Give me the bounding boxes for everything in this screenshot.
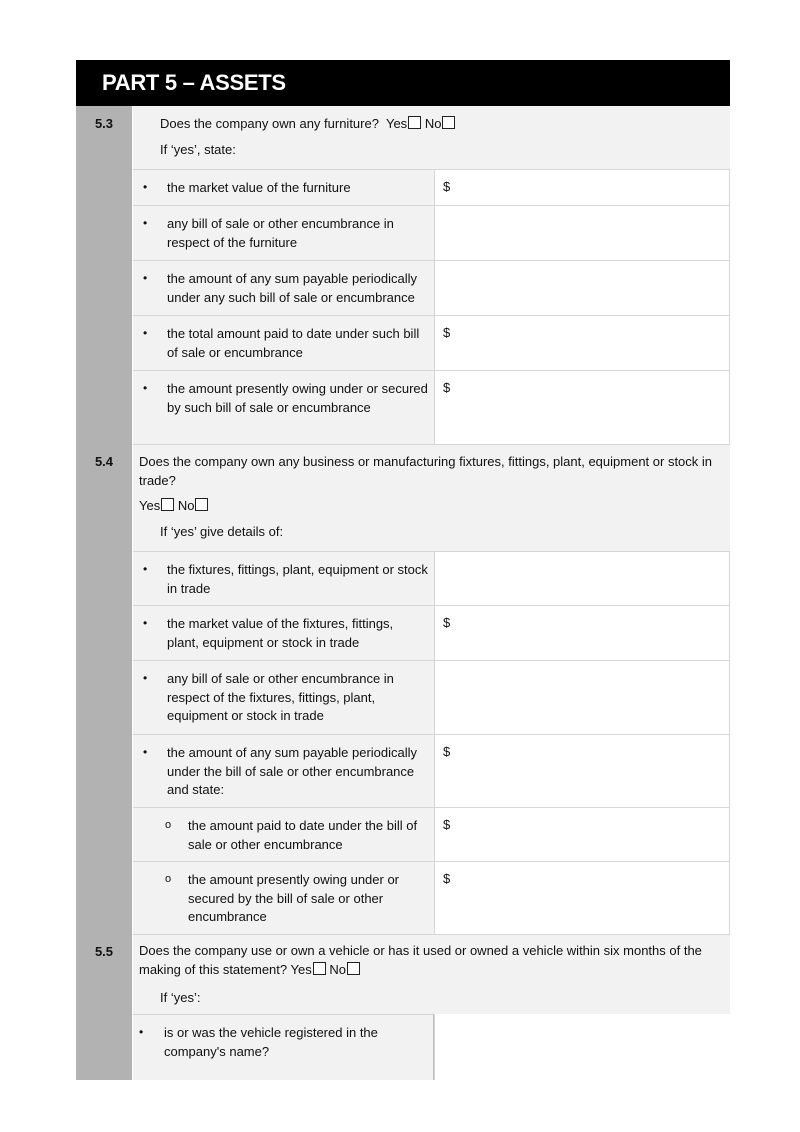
question-cell	[133, 106, 730, 169]
row-label: the amount of any sum payable periodically under any such bill of sale or encumbrance	[167, 271, 418, 305]
bullet-icon: •	[143, 671, 148, 685]
currency-prefix: $	[443, 744, 451, 759]
if-yes-instruction: If ‘yes’ give details of:	[160, 524, 284, 539]
bullet-icon: •	[143, 180, 148, 194]
bullet-icon: •	[143, 216, 148, 230]
yes-label: Yes	[290, 962, 312, 977]
currency-prefix: $	[443, 871, 451, 886]
question-cell	[133, 934, 730, 1014]
currency-prefix: $	[443, 380, 451, 395]
answer-field[interactable]	[434, 169, 730, 205]
table-row	[76, 1014, 730, 1080]
no-label: No	[424, 116, 442, 131]
currency-prefix: $	[443, 179, 451, 194]
no-checkbox[interactable]	[347, 962, 360, 975]
table-row	[76, 605, 730, 660]
answer-field[interactable]	[434, 551, 730, 605]
if-yes-instruction: If ‘yes’, state:	[160, 142, 236, 157]
table-subrow	[76, 807, 730, 861]
row-label: the fixtures, fittings, plant, equipment or stock in trade	[167, 562, 428, 596]
table-row	[76, 205, 730, 260]
row-label: any bill of sale or other encumbrance in respect of the fixtures, fittings, plant, equipment or stock in trade	[167, 671, 394, 723]
row-label: the amount presently owing under or secured by such bill of sale or encumbrance	[167, 381, 428, 415]
question-5-5	[76, 934, 730, 1014]
if-yes-instruction: If ‘yes’:	[160, 990, 201, 1005]
answer-field[interactable]	[434, 260, 730, 315]
table-row	[76, 370, 730, 444]
yes-label: Yes	[139, 498, 161, 513]
currency-prefix: $	[443, 615, 451, 630]
bullet-icon: •	[143, 745, 148, 759]
answer-field[interactable]	[434, 734, 730, 807]
section-header	[76, 60, 730, 106]
table-row	[76, 260, 730, 315]
question-text: Does the company own any furniture?	[160, 116, 379, 131]
question-text-cont: making of this statement?	[139, 962, 288, 977]
answer-field[interactable]	[434, 807, 730, 861]
currency-prefix: $	[443, 817, 451, 832]
bullet-icon: •	[143, 562, 148, 576]
answer-field[interactable]	[434, 861, 730, 934]
table-row	[76, 551, 730, 605]
answer-field[interactable]	[434, 315, 730, 370]
answer-field[interactable]	[434, 660, 730, 734]
sub-bullet-icon: o	[165, 873, 172, 885]
table-row	[76, 169, 730, 205]
bullet-icon: •	[143, 381, 148, 395]
row-label: is or was the vehicle registered in the company's name?	[164, 1025, 378, 1059]
row-label: the amount of any sum payable periodically under the bill of sale or other encumbrance and state:	[167, 745, 418, 797]
question-number: 5.5	[76, 934, 132, 1014]
row-label: the total amount paid to date under such bill of sale or encumbrance	[167, 326, 420, 360]
row-label: the amount paid to date under the bill of sale or other encumbrance	[188, 818, 418, 852]
yes-label: Yes	[385, 116, 408, 131]
row-label: any bill of sale or other encumbrance in respect of the furniture	[167, 216, 394, 250]
sub-bullet-icon: o	[165, 819, 172, 831]
row-label: the market value of the fixtures, fittings, plant, equipment or stock in trade	[167, 616, 394, 650]
table-row	[76, 315, 730, 370]
answer-field[interactable]	[434, 205, 730, 260]
table-subrow	[76, 861, 730, 934]
no-label: No	[177, 498, 195, 513]
bullet-icon: •	[143, 616, 148, 630]
section-title: PART 5 – ASSETS	[102, 70, 286, 95]
answer-field[interactable]	[434, 370, 730, 444]
question-5-3	[76, 106, 730, 169]
yes-checkbox[interactable]	[161, 498, 174, 511]
bullet-icon: •	[143, 271, 148, 285]
no-label: No	[329, 962, 346, 977]
question-5-4	[76, 444, 730, 551]
no-checkbox[interactable]	[195, 498, 208, 511]
yes-checkbox[interactable]	[313, 962, 326, 975]
question-number: 5.3	[76, 106, 132, 169]
no-checkbox[interactable]	[442, 116, 455, 129]
answer-field[interactable]	[434, 1014, 730, 1080]
bullet-icon: •	[139, 1025, 144, 1039]
yes-checkbox[interactable]	[408, 116, 421, 129]
table-row	[76, 660, 730, 734]
question-text: Does the company own any business or manufacturing fixtures, fittings, plant, equipment or stock in trade?	[139, 454, 713, 488]
question-text: Does the company use or own a vehicle or has it used or owned a vehicle within six months of the	[139, 943, 702, 958]
question-number: 5.4	[76, 444, 132, 551]
question-cell	[133, 444, 730, 551]
row-label: the market value of the furniture	[167, 180, 351, 195]
table-row	[76, 734, 730, 807]
answer-field[interactable]	[434, 605, 730, 660]
currency-prefix: $	[443, 325, 451, 340]
bullet-icon: •	[143, 326, 148, 340]
row-label: the amount presently owing under or secured by the bill of sale or other encumbrance	[188, 872, 400, 924]
